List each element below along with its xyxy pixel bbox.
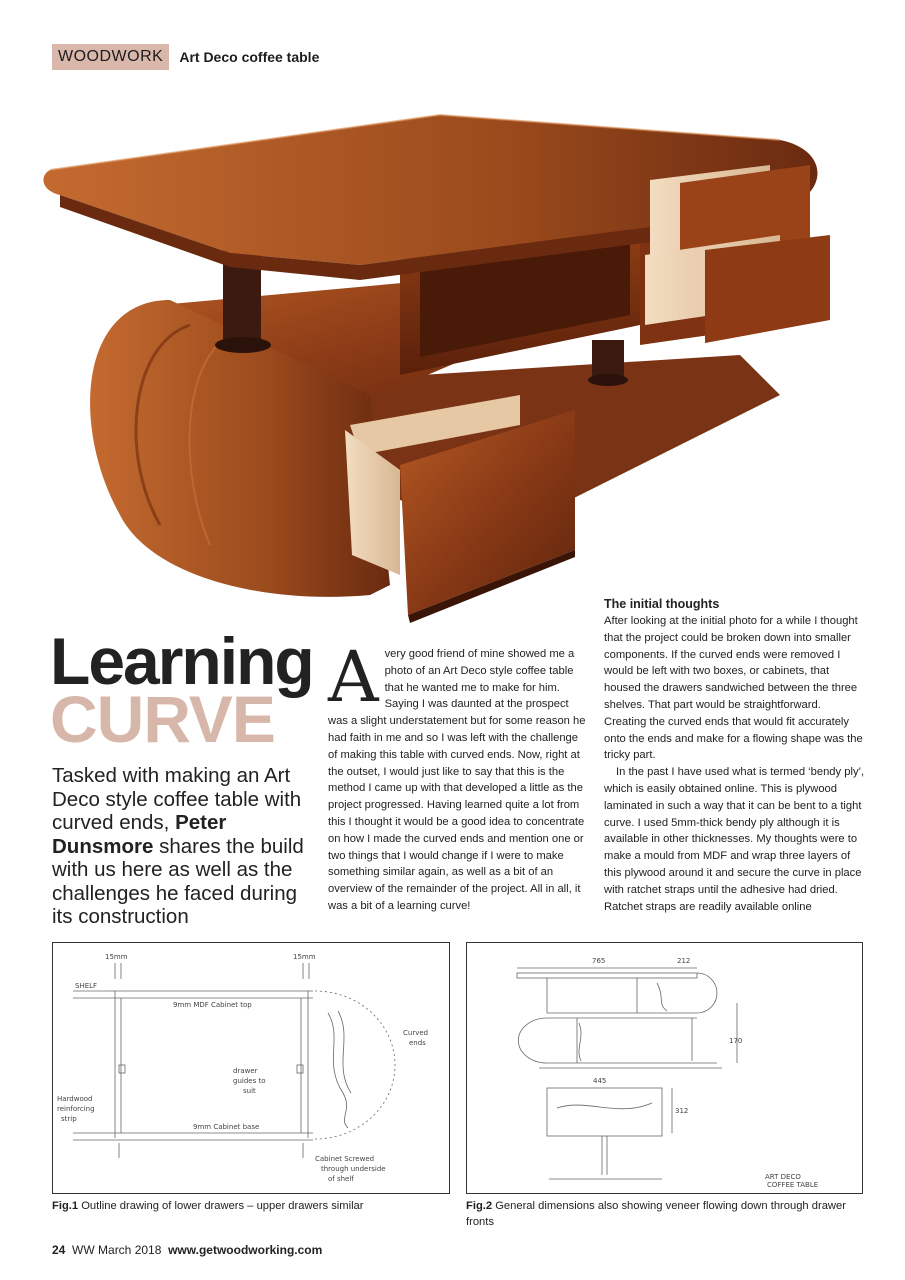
figure-1-caption (52, 1198, 452, 1214)
figure-1-drawing (52, 942, 450, 1194)
figure-1-caption-text: Outline drawing of lower drawers – upper drawers similar (78, 1200, 364, 1212)
fig2-note-dim-top-mid: 212 (677, 957, 691, 965)
fig1-note-shelf: SHELF (75, 982, 98, 990)
section-heading: The initial thoughts (604, 597, 720, 611)
author-name: Peter Dunsmore (52, 811, 227, 858)
standfirst (52, 764, 320, 929)
fig2-note-dim-170: 170 (729, 1037, 743, 1045)
fig1-note-screwed-2: through underside (321, 1165, 386, 1173)
drop-cap: A (328, 636, 379, 718)
fig1-note-hardwood: Hardwood (57, 1095, 93, 1103)
standfirst-text-end: shares the build with us here as well as the challenges he faced during its construction (52, 834, 304, 928)
fig2-stamp-line1: ART DECO (765, 1173, 801, 1181)
section-subtitle: Art Deco coffee table (179, 49, 320, 65)
fig1-note-dim-right: 15mm (293, 953, 316, 961)
page-number: 24 (52, 1243, 66, 1257)
fig1-note-reinforcing: reinforcing (57, 1105, 95, 1113)
page-header (52, 44, 319, 70)
fig2-note-dim-312: 312 (675, 1107, 689, 1115)
figure-2-caption (466, 1198, 846, 1230)
fig1-note-guides: guides to (233, 1077, 266, 1085)
issue-info: WW March 2018 (72, 1243, 162, 1257)
article-title-line2: CURVE (50, 682, 275, 756)
fig1-note-cabinet-top: 9mm MDF Cabinet top (173, 1001, 252, 1009)
fig1-note-ends: ends (409, 1039, 426, 1047)
fig2-stamp-line2: COFFEE TABLE (767, 1181, 819, 1189)
website-link[interactable]: www.getwoodworking.com (168, 1243, 323, 1257)
fig1-note-drawer: drawer (233, 1067, 258, 1075)
intro-paragraph: very good friend of mine showed me a photo of an Art Deco style coffee table that he wanted me to make for him. Saying I was daunted at the prospect was a slight understatement but for some reason he had faith in me and so I was left with the challenge of making this table with curved ends. Now, right at the outset, I would just like to say that this is the method I came up with that developed a little as the project progressed. Having learned quite a lot from this I thought it would be a good idea to concentrate on how I made the curved ends and mention one or two things that I would change if I were to make something similar again, as well as a bit of an overview of the remainder of the project. All in all, it was a bit of a learning curve! (328, 648, 586, 912)
page-footer (52, 1243, 322, 1257)
article-title-line1: Learning (50, 624, 313, 698)
figure-2-caption-text: General dimensions also showing veneer flowing down through drawer fronts (466, 1200, 846, 1228)
body-paragraph-1: After looking at the initial photo for a while I thought that the project could be broken down into smaller components. If the curved ends were removed I would be left with two boxes, or cabinets, that housed the drawers sandwiched between the three shelves. That part would be straightforward. Creating the curved ends that would fit accurately onto the ends and make for a flowing shape was the tricky part. (604, 615, 863, 762)
body-column-2 (604, 596, 866, 915)
fig1-note-curved: Curved (403, 1029, 429, 1037)
figure-2-label: Fig.2 (466, 1200, 493, 1212)
hero-table-photo (40, 95, 840, 635)
body-column-1 (328, 636, 590, 915)
fig1-note-screwed-1: Cabinet Screwed (315, 1155, 375, 1163)
fig1-note-strip: strip (61, 1115, 77, 1123)
fig2-note-dim-445: 445 (593, 1077, 607, 1085)
body-paragraph-2: In the past I have used what is termed ‘bendy ply’, which is easily obtained online. This is plywood laminated in such a way that it can be bent to a tight curve. I used 5mm-thick bendy ply although it is available in other thicknesses. My thoughts were to make a mould from MDF and wrap three layers of this plywood around it and secure the curve in place with ratchet straps until the adhesive had dried. Ratchet straps are readily available online (604, 766, 865, 913)
standfirst-text: Tasked with making an Art Deco style coffee table with curved ends, (52, 764, 302, 834)
fig1-note-dim-left: 15mm (105, 953, 128, 961)
fig2-note-dim-top-left: 765 (592, 957, 606, 965)
fig1-note-suit: suit (243, 1087, 256, 1095)
figure-2-drawing (466, 942, 863, 1194)
fig1-note-screwed-3: of shelf (328, 1175, 354, 1183)
section-tag: WOODWORK (52, 44, 169, 70)
figure-1-label: Fig.1 (52, 1200, 79, 1212)
fig1-note-cabinet-base: 9mm Cabinet base (193, 1123, 260, 1131)
